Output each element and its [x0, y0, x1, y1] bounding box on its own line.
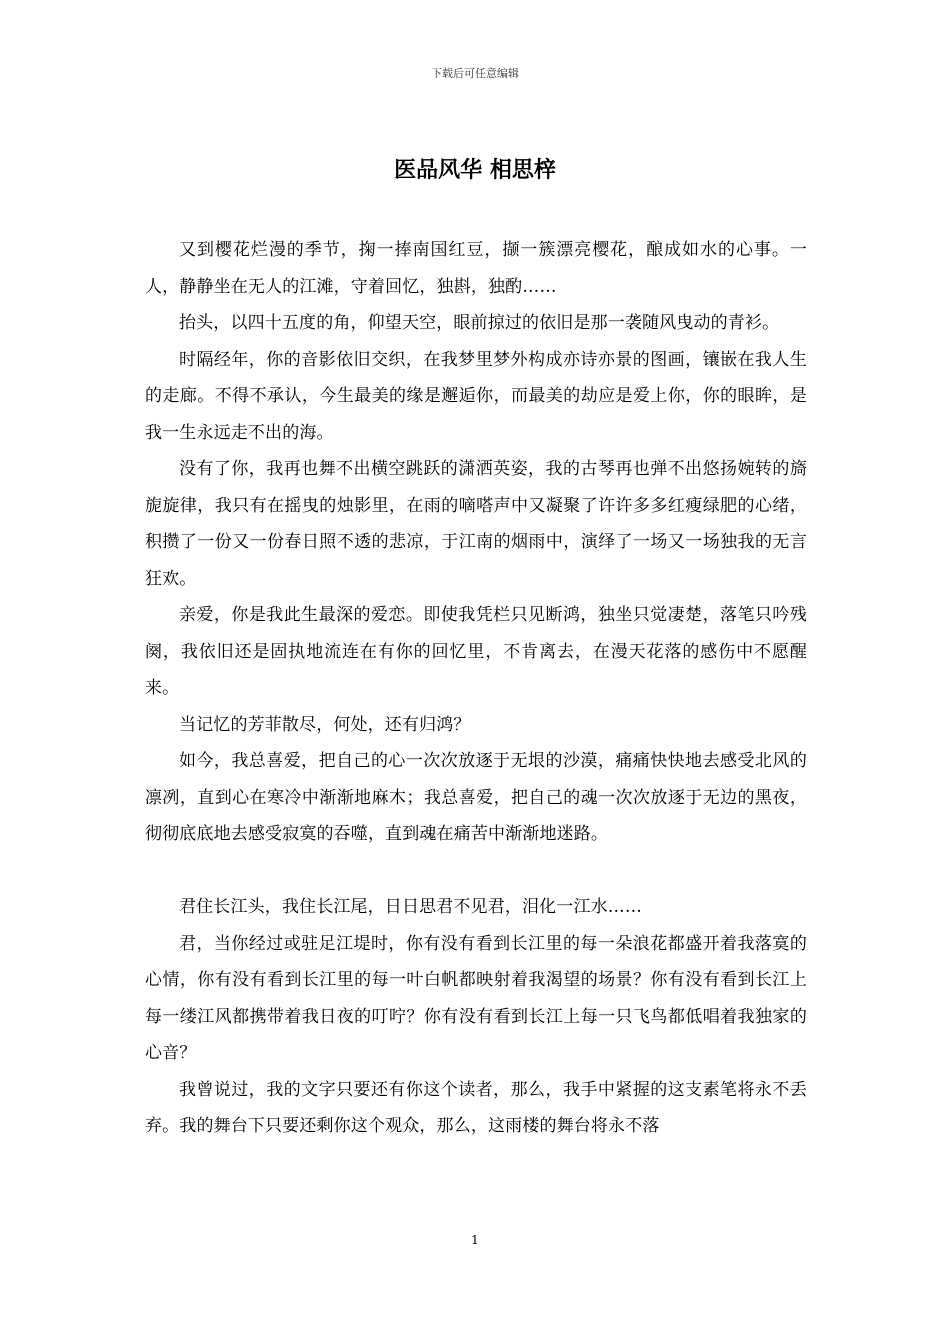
paragraph: 又到樱花烂漫的季节，掬一捧南国红豆，撷一簇漂亮樱花，酿成如水的心事。一人，静静坐在无人的江滩，守着回忆，独斟，独酌……: [145, 240, 807, 297]
paragraph: 亲爱，你是我此生最深的爱恋。即使我凭栏只见断鸿，独坐只觉凄楚，落笔只吟残阕，我依旧还是固执地流连在有你的回忆里，不肯离去，在漫天花落的感伤中不愿醒来。: [145, 605, 807, 698]
document-title: 医品风华 相思梓: [394, 157, 556, 183]
paragraph: 时隔经年，你的音影依旧交织，在我梦里梦外构成亦诗亦景的图画，镶嵌在我人生的走廊。不得不承认，今生最美的缘是邂逅你，而最美的劫应是爱上你，你的眼眸，是我一生永远走不出的海。: [145, 349, 807, 443]
paragraph: 如今，我总喜爱，把自己的心一次次放逐于无垠的沙漠，痛痛快快地去感受北风的凛冽，直到心在寒冷中渐渐地麻木；我总喜爱，把自己的魂一次次放逐于无边的黑夜，彻彻底底地去感受寂寞的吞噬，直到魂在痛苦中渐渐地迷路。: [145, 751, 807, 844]
paragraph: 君，当你经过或驻足江堤时，你有没有看到长江里的每一朵浪花都盛开着我落寞的心情，你有没有看到长江里的每一叶白帆都映射着我渴望的场景？你有没有看到长江上每一缕江风都携带着我日夜的叮咛？你有没有看到长江上每一只飞鸟都低唱着我独家的心音？: [145, 933, 807, 1063]
paragraph-spacer: [145, 853, 807, 890]
paragraph: 君住长江头，我住长江尾，日日思君不见君，泪化一江水……: [179, 897, 643, 917]
paragraph: 抬头，以四十五度的角，仰望天空，眼前掠过的依旧是那一袭随风曳动的青衫。: [179, 313, 780, 333]
paragraph: 我曾说过，我的文字只要还有你这个读者，那么，我手中紧握的这支素笔将永不丢弃。我的舞台下只要还剩你这个观众，那么，这雨楼的舞台将永不落: [145, 1079, 807, 1136]
paragraph: 当记忆的芳菲散尽，何处，还有归鸿？: [179, 714, 471, 735]
document-body: [145, 232, 807, 1145]
header-note: 下载后可任意编辑: [431, 67, 519, 80]
page-number: 1: [471, 1233, 479, 1247]
paragraph: 没有了你，我再也舞不出横空跳跃的潇洒英姿，我的古琴再也弹不出悠扬婉转的旖旎旋律，我只有在摇曳的烛影里，在雨的嘀嗒声中又凝聚了许许多多红瘦绿肥的心绪，积攒了一份又一份春日照不透的悲凉，于江南的烟雨中，演绎了一场又一场独我的无言狂欢。: [145, 459, 807, 589]
